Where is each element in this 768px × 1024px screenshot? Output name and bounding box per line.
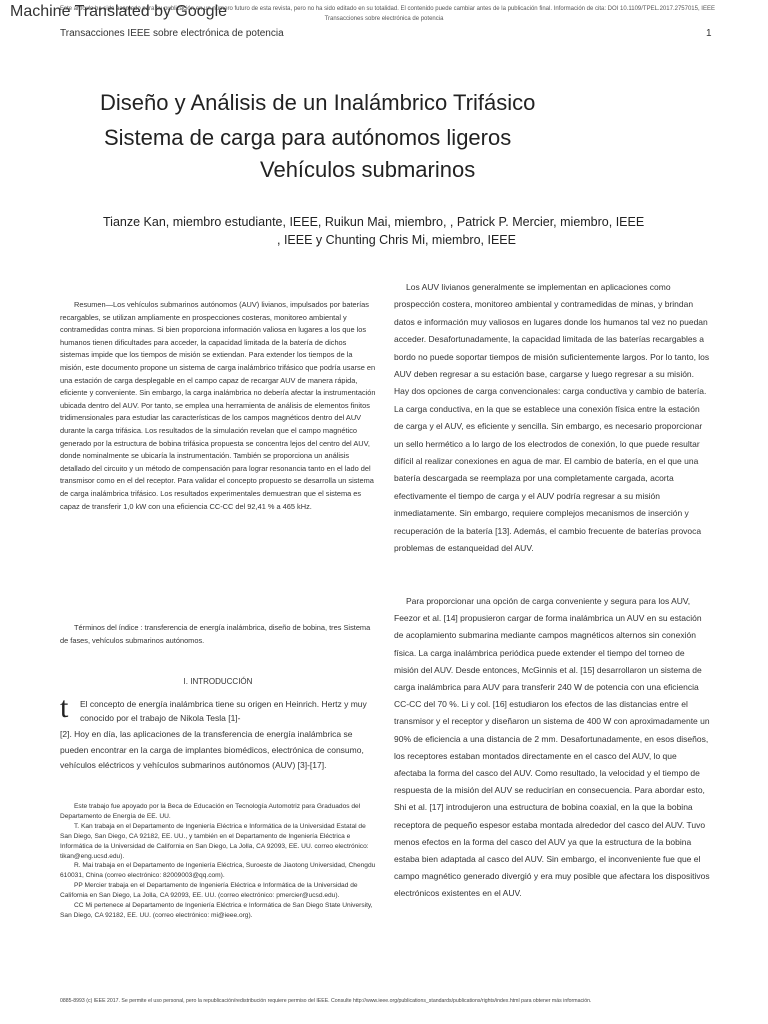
authors-line-1: Tianze Kan, miembro estudiante, IEEE, Ruikun Mai, miembro, , Patrick P. Mercier, miembro, IEEE [103,215,645,229]
publication-notice: Este artículo ha sido aceptado para su publicación en un número futuro de esta revista, pero no ha sido editado en su totalidad. El contenido puede cambiar antes de la publicación final. Información de cita: DOI 10.1109/TPEL.2017.2757015, IEEE [60,6,715,12]
paper-title-line-3: Vehículos submarinos [260,157,476,182]
intro-lead: El concepto de energía inalámbrica tiene su origen en Heinrich. Hertz y muy conocido por el trabajo de Nikola Tesla [1]- [80,699,367,724]
paper-title-line-2: Sistema de carga para autónomos ligeros [104,125,512,150]
footnote-author-mi: CC Mi pertenece al Departamento de Ingeniería Eléctrica e Informática de San Diego State University, San Diego, CA 92182, EE. UU. (correo electrónico: mi@ieee.org). [60,902,373,919]
footnote-author-mercier: PP Mercier trabaja en el Departamento de Ingeniería Eléctrica e Informática de la Universidad de California en San Diego, La Jolla, CA 92093, EE. UU. (correo electrónico: pmercier@ucsd.edu). [60,882,358,900]
journal-name: Transacciones IEEE sobre electrónica de potencia [60,28,284,39]
body-paragraph-1: Los AUV livianos generalmente se implementan en aplicaciones como prospección costera, monitoreo ambiental y contramedidas de minas, y brindan datos e información muy valiosos en lugares donde los humanos tal vez no puedan acceder. Desafortunadamente, la capacidad limitada de las baterías recargables a bordo no puede soportar tiempos de misión suficientemente largos. Por lo tanto, los AUV deben regresar a su estación base, cargarse y luego regresar a su misión. Hay dos opciones de carga convencionales: carga conductiva y cambio de batería. La carga conductiva, en la que se establece una conexión física entre la estación de carga y el AUV, es eficiente y sencilla. Sin embargo, es necesario proporcionar un sello hermético a lo largo de los electrodos de conexión, lo que puede resultar difícil al realizar conexiones en agua de mar. El cambio de batería, en el que una batería descargada se reemplaza por una completamente cargada, acorta efectivamente el tiempo de carga y el AUV podría regresar a su misión inmediatamente. Sin embargo, requiere complejos mecanismos de inserción y recuperación de la batería [13]. Además, el cambio frecuente de baterías provoca problemas de estanqueidad del AUV. [394,282,710,554]
body-paragraph-2: Para proporcionar una opción de carga conveniente y segura para los AUV, Feezor et al. [14] propusieron cargar de forma inalámbrica un AUV en su estación de acoplamiento submarina mediante campos magnéticos alternos sin conexión física. La carga inalámbrica periódica puede extender el tiempo del torneo de misión del AUV. Desde entonces, McGinnis et al. [15] desarrollaron un sistema de carga inalámbrica para AUV para transferir 240 W de potencia con una eficiencia CC-CC del 70 %. Li y col. [16] estudiaron los efectos de las distancias entre el transmisor y el receptor y diseñaron un sistema de 400 W con aproximadamente un 90% de eficiencia a una distancia de 2 mm. Desafortunadamente, en esos diseños, los receptores estaban montados directamente en el casco del AUV, lo que afectaba la forma del casco del AUV. Como resultado, la velocidad y el tiempo de respuesta de la misión del AUV se reducirían en consecuencia. Para abordar esto, Shi et al. [17] introdujeron una estructura de bobina coaxial, en la que la bobina receptora de pequeño espesor estaba montada alrededor del casco del AUV. Tuvo menos efectos en la forma del casco del AUV ya que la estructura de la bobina estaba bien adaptada al casco del AUV. Sin embargo, el inconveniente fue que el campo magnético generado divergió y era muy posible que afectara los dispositivos electrónicos existentes en el AUV. [394,596,710,899]
section-heading-introduction: I. INTRODUCCIÓN [183,677,253,686]
footnotes [60,802,376,921]
paper-title-line-1: Diseño y Análisis de un Inalámbrico Trifásico [100,90,536,115]
authors-line-2: , IEEE y Chunting Chris Mi, miembro, IEEE [277,233,516,247]
footnote-author-mai: R. Mai trabaja en el Departamento de Ingeniería Eléctrica, Suroeste de Jiaotong Universidad, Chengdu 610031, China (correo electrónico: 82009003@qq.com). [60,862,376,880]
drop-cap: t [60,691,69,724]
abstract: Resumen—Los vehículos submarinos autónomos (AUV) livianos, impulsados por baterías recargables, se utilizan ampliamente en prospecciones costeras, monitoreo ambiental y contramedidas contra minas. Si bien proporciona información valiosa en lugares a los que los humanos tienen dificultades para acceder, la capacidad limitada de la batería de dichos sistemas impide que los tiempos de misión se extiendan. Para extender los tiempos de la misión, este documento propone un sistema de carga inalámbrico trifásico que podría usarse en una estación de carga desplegable en el campo capaz de recargar AUV de manera rápida, eficiente y conveniente. Sin embargo, la carga inalámbrica no debería afectar la instrumentación ubicada dentro del AUV. Por tanto, se emplea una herramienta de análisis de elementos finitos tridimensionales para estudiar las características de los campos magnéticos dentro del AUV durante la carga trifásica. Los resultados de la simulación revelan que el campo magnético generado por la estructura de bobina trifásica propuesta se concentra lejos del centro del AUV, donde nominalmente se ubicaría la instrumentación. También se proporciona un análisis detallado del circuito y un método de compensación para lograr resonancia tanto en el lado del transmisor como en el del receptor. Para validar el concepto propuesto se desarrolla un sistema de carga inalámbrica trifásico. Los resultados experimentales demuestran que el sistema es capaz de transferir 1,0 kW con una eficiencia CC-CC del 92,41 % a 465 kHz. [60,300,376,511]
footnote-author-kan: T. Kan trabaja en el Departamento de Ingeniería Eléctrica e Informática de la Universidad Estatal de San Diego, San Diego, CA 92182, EE. UU., y también en el Departamento de Ingeniería Eléctrica e Informática de la Universidad de California en San Diego, La Jolla, CA 92093, EE. UU. correo electrónico: tikan@eng.ucsd.edu). [60,822,369,860]
publication-notice-journal: Transacciones sobre electrónica de potencia [324,16,444,22]
index-terms: Términos del índice : transferencia de energía inalámbrica, diseño de bobina, tres Sistema de fases, vehículos submarinos autónomos. [60,623,371,645]
copyright-footer: 0885-8993 (c) IEEE 2017. Se permite el uso personal, pero la republicación/redistribución requiere permiso del IEEE. Consulte http://www.ieee.org/publications_standards/publications/rights/index.html para obtener más información. [60,998,592,1004]
page-number: 1 [706,28,712,39]
intro-paragraph: [2]. Hoy en día, las aplicaciones de la transferencia de energía inalámbrica se pueden encontrar en la carga de implantes biomédicos, electrónica de consumo, vehículos eléctricos y vehículos submarinos autónomos (AUV) [3]-[17]. [60,729,364,770]
machine-translation-banner: Machine Translated by Google [10,3,228,20]
footnote-funding: Este trabajo fue apoyado por la Beca de Educación en Tecnología Automotriz para Graduados del Departamento de Energía de EE. UU. [60,803,361,820]
